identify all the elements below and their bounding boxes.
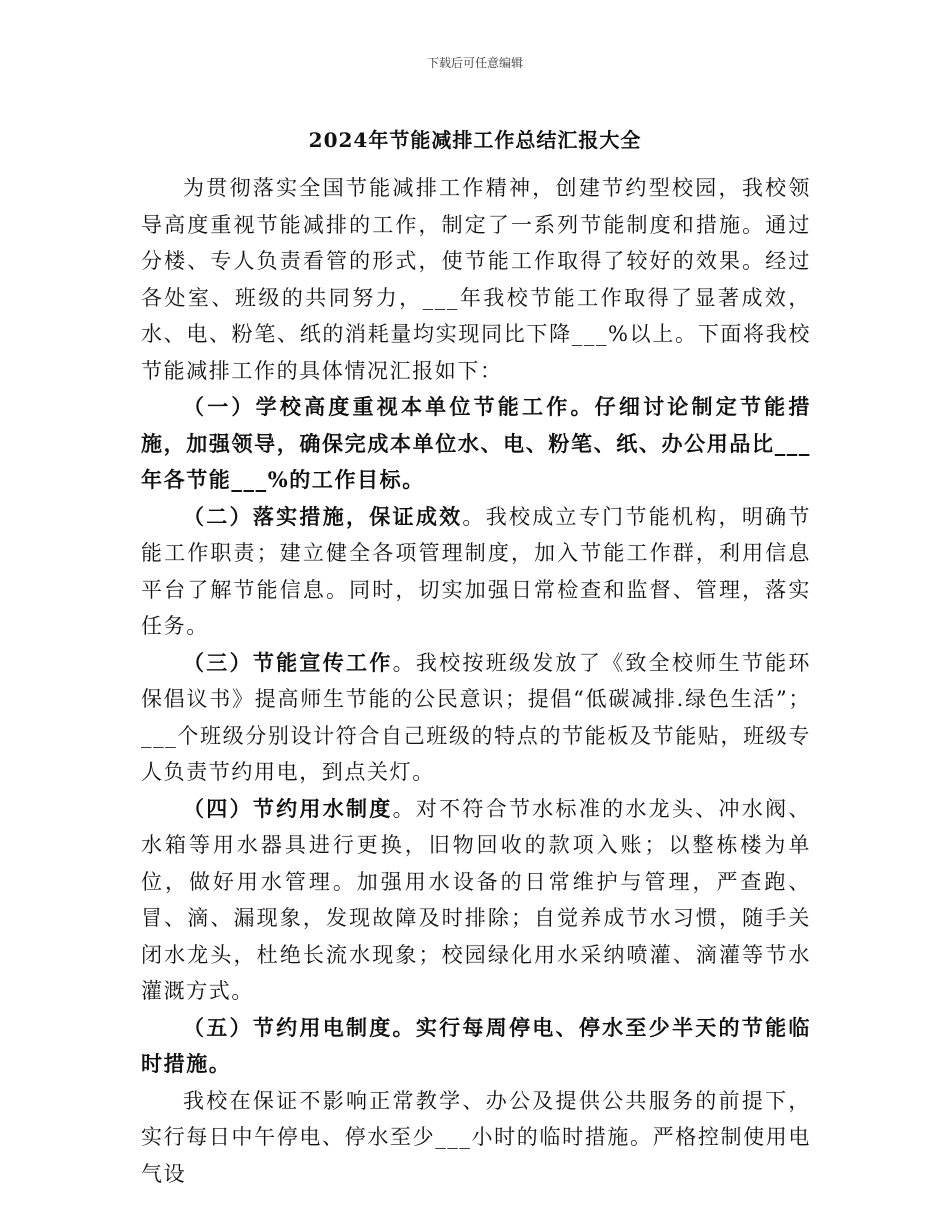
page-header-note: 下载后可任意编辑 bbox=[426, 56, 523, 70]
section-4-paragraph bbox=[141, 791, 811, 1010]
section-4-heading: （四）节约用水制度 bbox=[183, 795, 393, 821]
document-title: 2024年节能减排工作总结汇报大全 bbox=[308, 128, 642, 152]
closing-paragraph: 我校在保证不影响正常教学、办公及提供公共服务的前提下，实行每日中午停电、停水至少___小时的临时措施。严格控制使用电气设 bbox=[141, 1088, 811, 1186]
section-3-heading: （三）节能宣传工作 bbox=[183, 649, 393, 675]
section-3-text: 。我校按班级发放了《致全校师生节能环保倡议书》提高师生节能的公民意识；提倡“低碳减排.绿色生活”；___个班级分别设计符合自己班级的特点的节能板及节能贴，班级专人负责节约用电，到点关灯。 bbox=[141, 650, 811, 784]
section-4-text: 。对不符合节水标准的水龙头、冲水阀、水箱等用水器具进行更换，旧物回收的款项入账；以整栋楼为单位，做好用水管理。加强用水设备的日常维护与管理，严查跑、冒、滴、漏现象，发现故障及时排除；自觉养成节水习惯，随手关闭水龙头，杜绝长流水现象；校园绿化用水采纳喷灌、滴灌等节水灌溉方式。 bbox=[141, 796, 811, 1003]
section-2-paragraph bbox=[141, 499, 811, 645]
section-2-text: 。我校成立专门节能机构，明确节能工作职责；建立健全各项管理制度，加入节能工作群，利用信息平台了解节能信息。同时，切实加强日常检查和监督、管理，落实任务。 bbox=[141, 504, 812, 638]
document-body bbox=[141, 170, 811, 1192]
section-5-paragraph: （五）节约用电制度。实行每周停电、停水至少半天的节能临时措施。 bbox=[141, 1014, 811, 1076]
intro-paragraph: 为贯彻落实全国节能减排工作精神，创建节约型校园，我校领导高度重视节能减排的工作，制定了一系列节能制度和措施。通过分楼、专人负责看管的形式，使节能工作取得了较好的效果。经过各处室、班级的共同努力，___年我校节能工作取得了显著成效，水、电、粉笔、纸的消耗量均实现同比下降___%以上。下面将我校节能减排工作的具体情况汇报如下： bbox=[141, 176, 811, 383]
section-1-paragraph: （一）学校高度重视本单位节能工作。仔细讨论制定节能措施，加强领导，确保完成本单位水、电、粉笔、纸、办公用品比___年各节能___%的工作目标。 bbox=[141, 394, 811, 492]
section-2-heading: （二）落实措施，保证成效 bbox=[183, 503, 463, 529]
section-3-paragraph bbox=[141, 645, 811, 791]
